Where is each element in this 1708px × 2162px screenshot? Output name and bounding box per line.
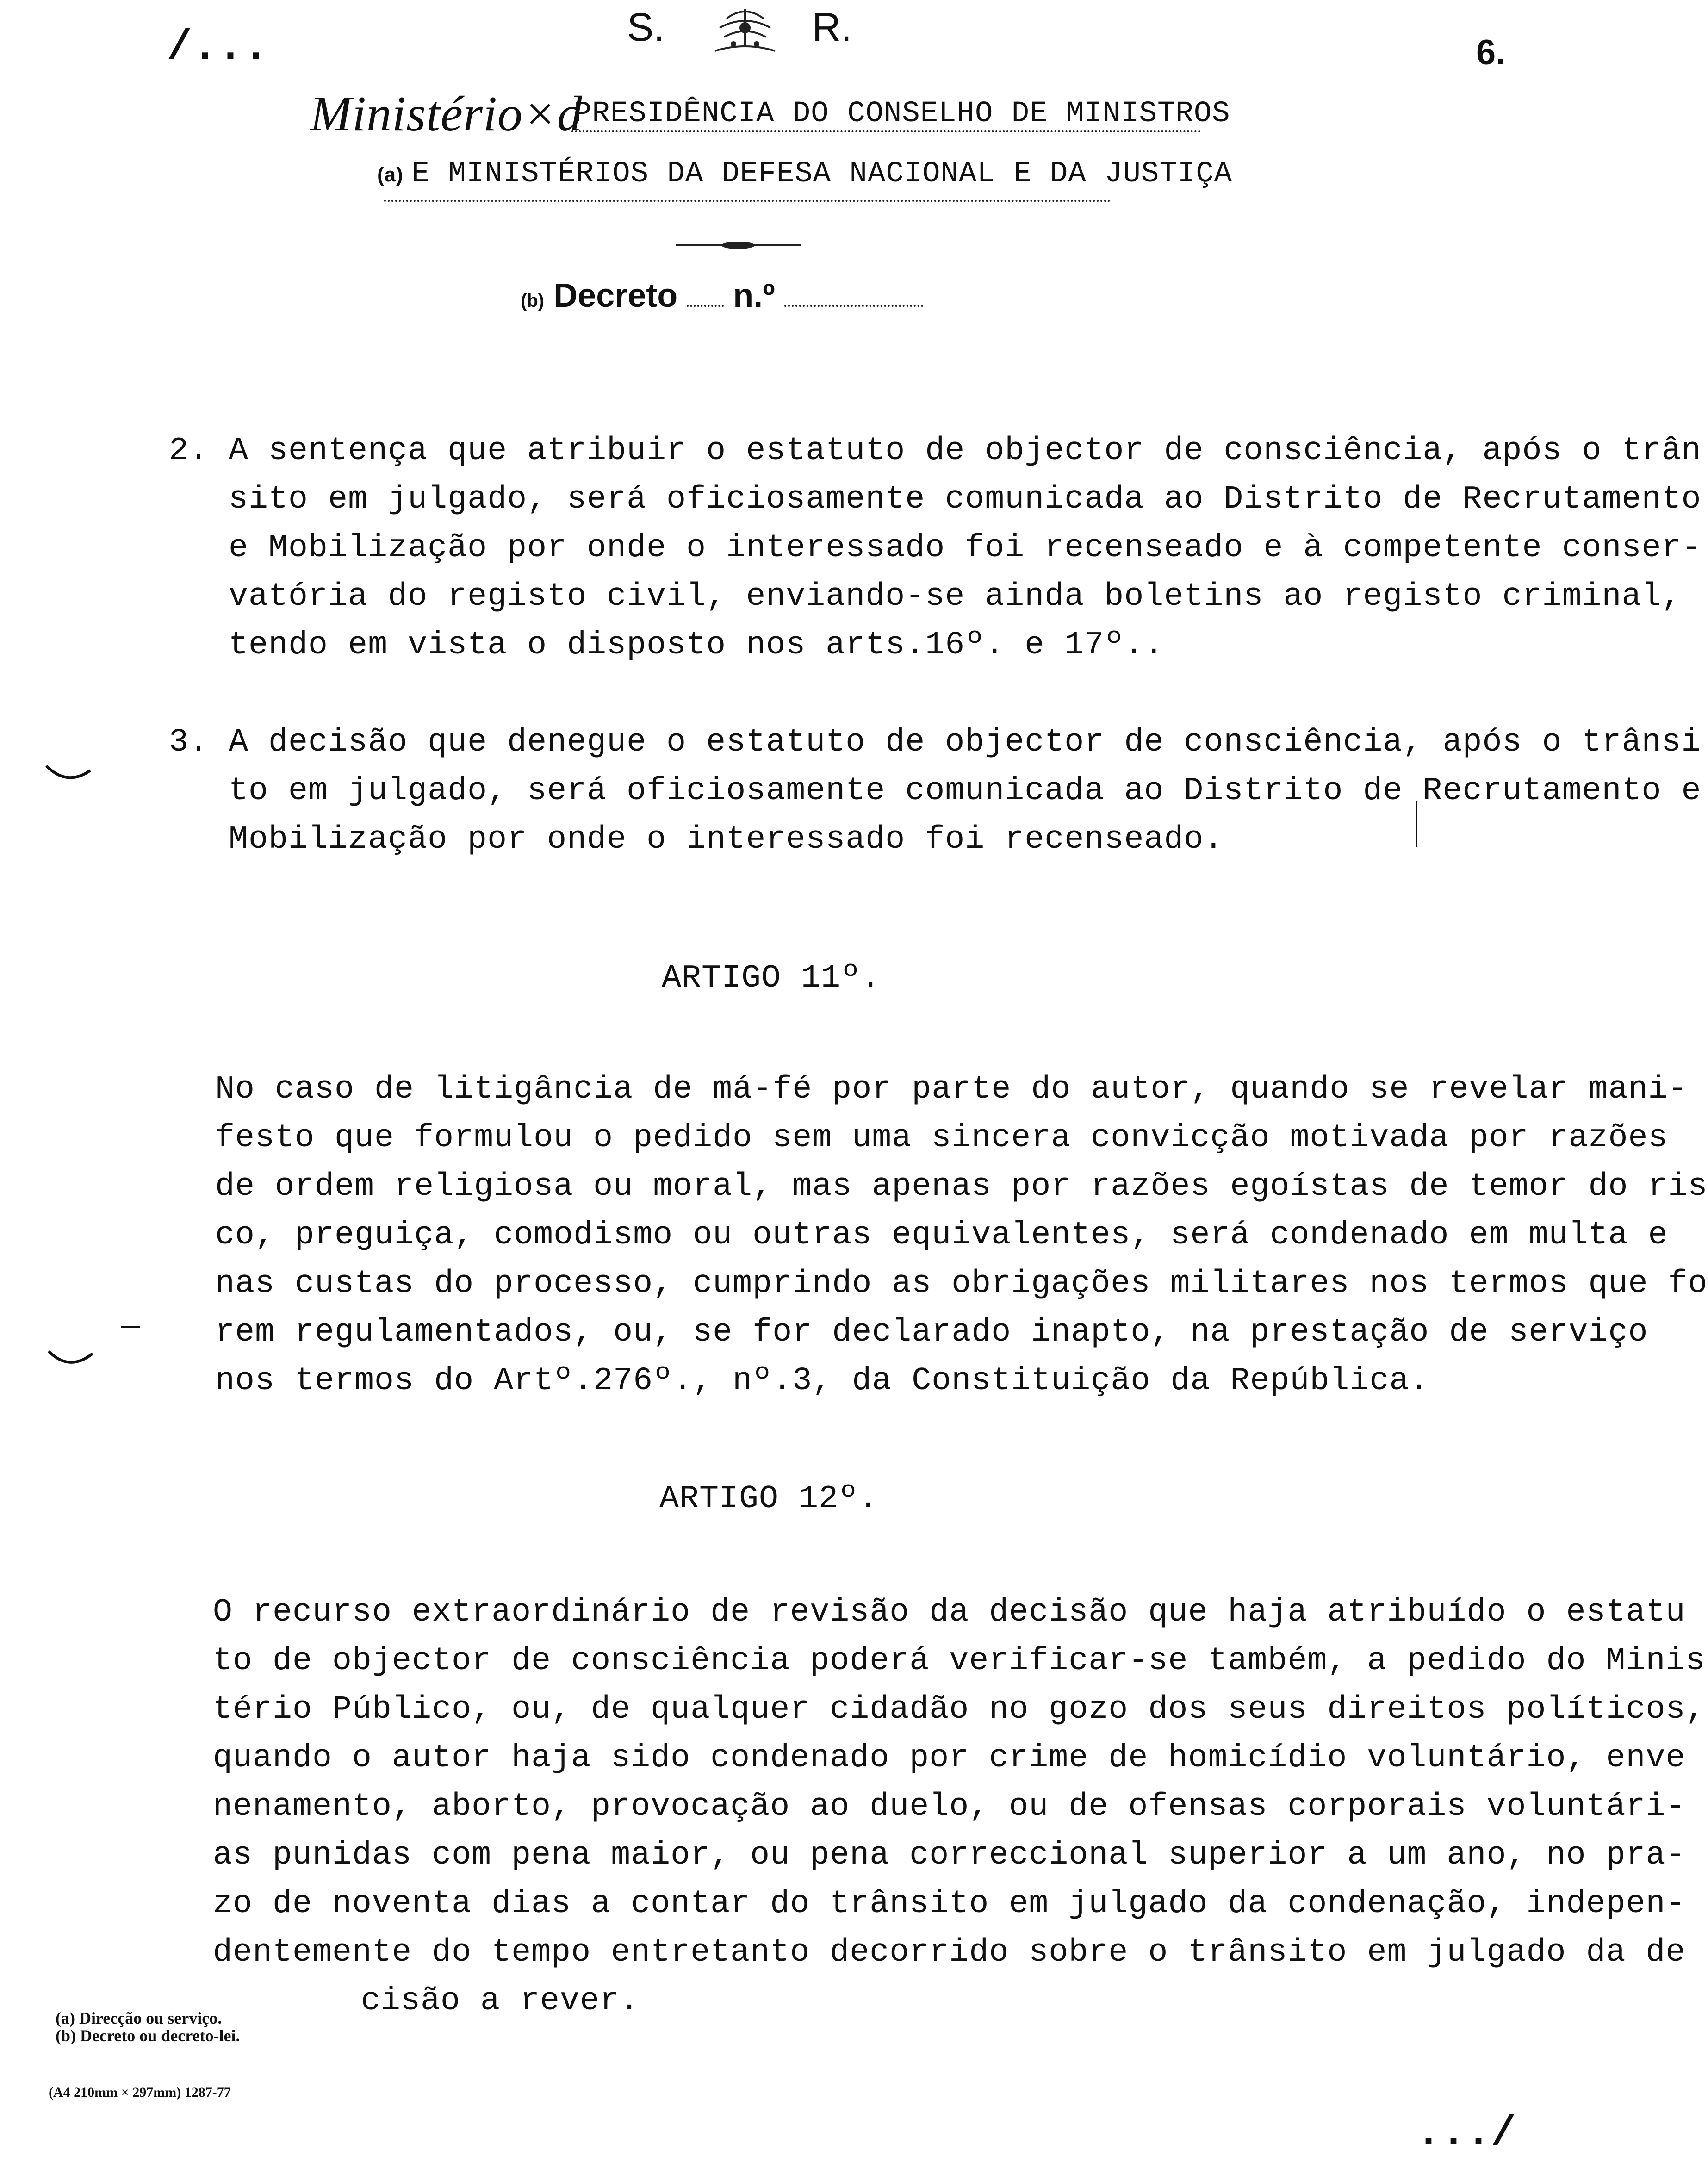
text-line: 3. A decisão que denegue o estatuto de objector de consciência, após o trânsi	[169, 724, 1702, 761]
continuation-slash: /	[1491, 2110, 1516, 2157]
decree-number-label: n.º	[733, 277, 775, 314]
text-line: de ordem religiosa ou moral, mas apenas por razões egoístas de temor do ris	[215, 1168, 1708, 1205]
text-line: nas custas do processo, cumprindo as obrigações militares nos termos que fo	[215, 1266, 1708, 1302]
text-line: festo que formulou o pedido sem uma sincera convicção motivada por razões	[215, 1120, 1668, 1156]
text-line: as punidas com pena maior, ou pena correccional superior a um ano, no pra-	[213, 1837, 1686, 1874]
text-line: to em julgado, será oficiosamente comunicada ao Distrito de Recrutamento e	[169, 773, 1702, 809]
text-line: tendo em vista o disposto nos arts.16º. e 17º..	[169, 627, 1164, 664]
paper-size-note: (A4 210mm × 297mm) 1287-77	[49, 2085, 231, 2100]
footnote-b: (b) Decreto ou decreto-lei.	[56, 2026, 240, 2045]
article-11-title: ARTIGO 11º.	[662, 960, 881, 997]
dotted-underline	[571, 130, 1201, 132]
footnote-marker-b: (b)	[521, 291, 545, 311]
text-line: 2. A sentença que atribuir o estatuto de objector de consciência, após o trân	[169, 433, 1702, 469]
ministry-label: Ministério×d	[310, 87, 583, 142]
text-line: zo de noventa dias a contar do trânsito em julgado da condenação, indepen-	[213, 1886, 1686, 1922]
ministry-name-line2	[377, 157, 1232, 191]
text-line: dentemente do tempo entretanto decorrido sobre o trânsito em julgado da de	[213, 1934, 1686, 1971]
margin-curve-mark	[44, 759, 95, 791]
text-line: co, preguiça, comodismo ou outras equivalentes, será condenado em multa e	[215, 1217, 1668, 1254]
text-line: O recurso extraordinário de revisão da decisão que haja atribuído o estatu	[213, 1594, 1686, 1631]
text-line: nos termos do Artº.276º., nº.3, da Constituição da República.	[215, 1363, 1429, 1399]
text-line: to de objector de consciência poderá verificar-se também, a pedido do Minis	[213, 1643, 1706, 1679]
margin-dash-mark	[121, 1326, 140, 1328]
coat-of-arms-emblem	[701, 0, 789, 60]
text-line: tério Público, ou, de qualquer cidadão no gozo dos seus direitos políticos,	[213, 1691, 1706, 1728]
continuation-mark	[1416, 2110, 1516, 2157]
page-number: 6.	[1476, 33, 1506, 72]
sr-letter-left: S.	[627, 5, 665, 50]
sr-letter-right: R.	[812, 5, 852, 50]
page-continuation-mark: /...	[167, 23, 269, 72]
article-12-title: ARTIGO 12º.	[659, 1481, 879, 1517]
text-line: quando o autor haja sido condenado por crime de homicídio voluntário, enve	[213, 1740, 1686, 1777]
decree-number-blank	[784, 300, 923, 307]
text-line: rem regulamentados, ou, se for declarado inapto, na prestação de serviço	[215, 1314, 1648, 1351]
margin-vertical-mark	[1416, 801, 1417, 847]
text-line: sito em julgado, será oficiosamente comunicada ao Distrito de Recrutamento	[169, 481, 1702, 518]
footnote-a: (a) Direcção ou serviço.	[56, 2009, 222, 2027]
margin-curve-mark	[46, 1344, 97, 1377]
divider-ornament	[676, 241, 801, 250]
ministry-name-line1: PRESIDÊNCIA DO CONSELHO DE MINISTROS	[574, 97, 1230, 130]
text-line: e Mobilização por onde o interessado foi recenseado e à competente conser-	[169, 530, 1702, 566]
decree-type-blank	[687, 300, 724, 307]
text-line: No caso de litigância de má-fé por parte do autor, quando se revelar mani-	[215, 1071, 1688, 1108]
footnote-marker-a: (a)	[377, 163, 404, 186]
dotted-underline	[384, 200, 1111, 202]
ministry-name-line2-text: E MINISTÉRIOS DA DEFESA NACIONAL E DA JUSTIÇA	[411, 157, 1233, 191]
continuation-dots: ...	[1416, 2110, 1491, 2157]
text-line: Mobilização por onde o interessado foi recenseado.	[169, 821, 1224, 858]
text-line: vatória do registo civil, enviando-se ainda boletins ao registo criminal,	[169, 578, 1682, 615]
text-line: cisão a rever.	[361, 1983, 640, 2019]
text-line: nenamento, aborto, provocação ao duelo, ou de ofensas corporais voluntári-	[213, 1789, 1686, 1825]
decree-line	[521, 277, 923, 315]
decree-label: Decreto	[553, 277, 678, 314]
